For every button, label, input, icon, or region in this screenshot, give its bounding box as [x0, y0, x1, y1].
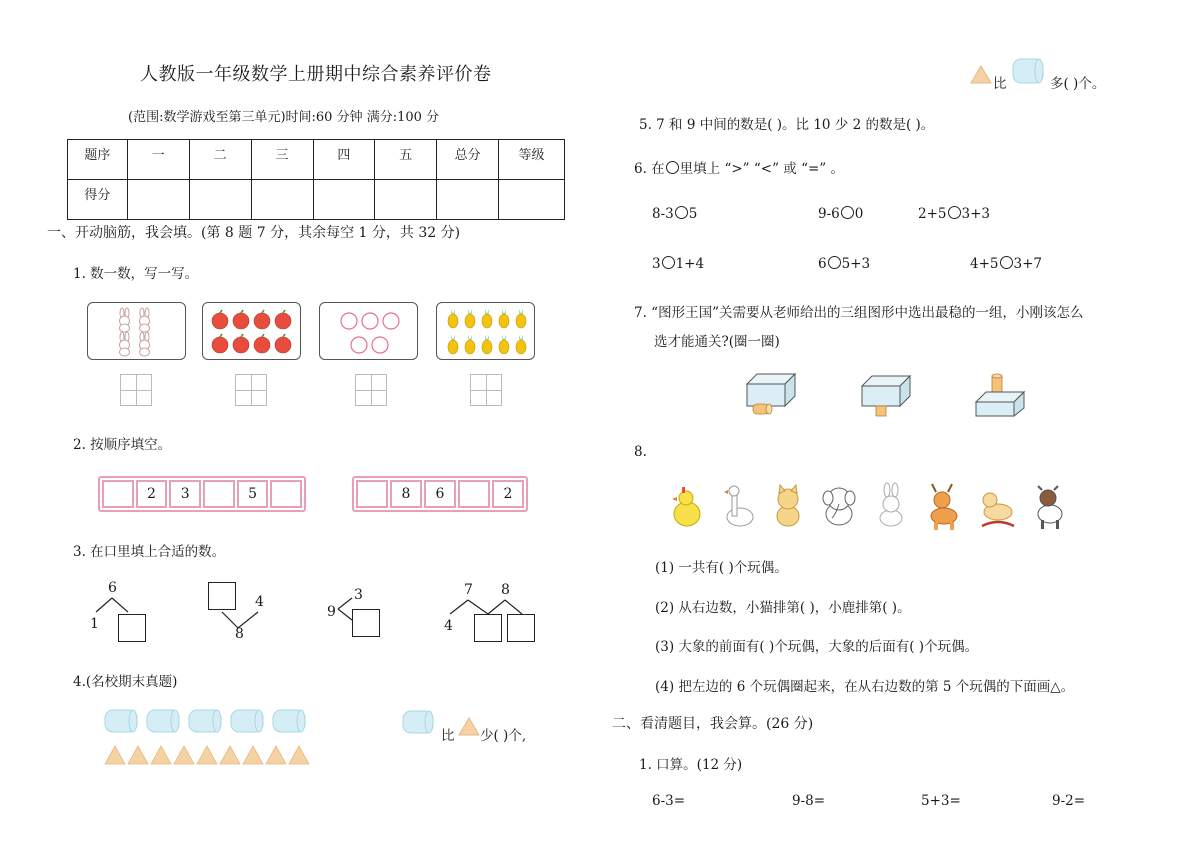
- score-cell[interactable]: [127, 180, 189, 220]
- compare-item[interactable]: [652, 256, 704, 272]
- deer-icon: [931, 484, 957, 530]
- goose-icon: [724, 486, 753, 526]
- decomp2-answer-box[interactable]: [208, 582, 236, 610]
- decomp1-answer-box[interactable]: [118, 614, 146, 642]
- sequence-cell: 8: [390, 480, 422, 508]
- page-title: 人教版一年级数学上册期中综合素养评价卷: [140, 64, 492, 85]
- sequence-bar-1: [98, 476, 306, 512]
- q6-text: [634, 157, 844, 177]
- answer-grid-4[interactable]: [470, 374, 502, 406]
- pineapples-picture: [436, 302, 535, 360]
- sequence-cell[interactable]: [458, 480, 490, 508]
- elephant-icon: [823, 488, 855, 525]
- apples-picture: [202, 302, 301, 360]
- circles-picture: [319, 302, 418, 360]
- compare-right: 5+3: [841, 256, 871, 272]
- sequence-cell[interactable]: [356, 480, 388, 508]
- q3-text: 3. 在口里填上合适的数。: [73, 544, 226, 560]
- mental-math-item[interactable]: 6-3=: [652, 793, 686, 809]
- sequence-cell[interactable]: [102, 480, 134, 508]
- decomp1-left: 1: [90, 616, 99, 632]
- sequence-cell: 2: [492, 480, 524, 508]
- sequence-cell: 2: [136, 480, 168, 508]
- decomp3-left: 9: [327, 604, 336, 620]
- circle-icon: [320, 303, 419, 361]
- triangle-icon: [970, 65, 992, 85]
- score-table: [67, 139, 565, 220]
- q4-line2-answer: 多( )个。: [1050, 76, 1106, 92]
- compare-left: 9-6: [818, 206, 840, 222]
- compare-item[interactable]: [818, 206, 863, 222]
- score-header-cell: 五: [375, 140, 437, 180]
- compare-circle[interactable]: [1000, 256, 1013, 269]
- sequence-cell: 6: [424, 480, 456, 508]
- sequence-cell: 5: [237, 480, 269, 508]
- decomp1-top: 6: [108, 580, 117, 596]
- triangle-icon: [458, 717, 480, 737]
- mental-math-item[interactable]: 9-8=: [792, 793, 826, 809]
- cylinder-icon: [401, 709, 437, 735]
- answer-grid-2[interactable]: [235, 374, 267, 406]
- score-cell[interactable]: [375, 180, 437, 220]
- decomp2-bottom: 8: [235, 626, 244, 642]
- q7-line1: 7. “图形王国”关需要从老师给出的三组图形中选出最稳的一组，小刚该怎么: [634, 305, 1084, 321]
- answer-grid-3[interactable]: [355, 374, 387, 406]
- horse-icon: [982, 493, 1014, 526]
- shape-group-cylinder-under-box-icon[interactable]: [745, 372, 797, 416]
- score-cell[interactable]: [437, 180, 499, 220]
- score-header-cell: 一: [127, 140, 189, 180]
- compare-circle[interactable]: [841, 206, 854, 219]
- decomp2-right: 4: [255, 594, 264, 610]
- compare-circle[interactable]: [662, 256, 675, 269]
- q4-line1-compare: 比: [441, 728, 455, 744]
- q8-sub2: (2) 从右边数，小猫排第( )，小鹿排第( )。: [655, 600, 911, 616]
- score-header-cell: 三: [251, 140, 313, 180]
- decomp4-answer-box-1[interactable]: [474, 614, 502, 642]
- q5-text: 5. 7 和 9 中间的数是( )。比 10 少 2 的数是( )。: [639, 117, 935, 133]
- compare-circle[interactable]: [675, 206, 688, 219]
- score-header-cell: 等级: [499, 140, 565, 180]
- compare-right: 3+3: [961, 206, 990, 222]
- q7-line2: 选才能通关?(圈一圈): [654, 334, 780, 350]
- decomp4-top2: 8: [501, 582, 510, 598]
- section1-heading: 一、开动脑筋，我会填。(第 8 题 7 分，其余每空 1 分，共 32 分): [47, 225, 461, 241]
- shape-group-cylinder-on-box-icon[interactable]: [974, 374, 1026, 418]
- goat-icon: [1038, 486, 1062, 529]
- mental-math-item[interactable]: 5+3=: [921, 793, 961, 809]
- score-cell[interactable]: [313, 180, 375, 220]
- compare-item[interactable]: [652, 206, 697, 222]
- compare-left: 4+5: [970, 256, 999, 272]
- q4-text: 4.(名校期末真题): [73, 674, 178, 690]
- rabbit-icon: [88, 303, 187, 361]
- chick-icon: [672, 487, 700, 526]
- score-cell[interactable]: [189, 180, 251, 220]
- q8-sub1: (1) 一共有( )个玩偶。: [655, 560, 788, 576]
- cat-icon: [777, 485, 799, 526]
- decomp3-answer-box[interactable]: [352, 609, 380, 637]
- decomp4-answer-box-2[interactable]: [507, 614, 535, 642]
- mental-math-item[interactable]: 9-2=: [1052, 793, 1086, 809]
- q8-label: 8.: [634, 444, 647, 460]
- q4-line2-compare: 比: [993, 76, 1007, 92]
- shape-group-cylinder-stand-icon[interactable]: [860, 374, 912, 418]
- score-header-cell: 题序: [68, 140, 128, 180]
- compare-circle[interactable]: [948, 206, 961, 219]
- decomp4-left: 4: [444, 618, 453, 634]
- q2-text: 2. 按顺序填空。: [73, 437, 172, 453]
- score-cell[interactable]: [251, 180, 313, 220]
- rabbit-icon: [880, 483, 902, 526]
- score-cell[interactable]: [499, 180, 565, 220]
- decomp3-top: 3: [354, 587, 363, 603]
- rabbits-picture: [87, 302, 186, 360]
- compare-circle[interactable]: [828, 256, 841, 269]
- q6-text-pre: 6. 在: [634, 161, 665, 177]
- sequence-cell: 3: [169, 480, 201, 508]
- pineapple-icon: [437, 303, 536, 361]
- s2-q1-text: 1. 口算。(12 分): [639, 757, 743, 773]
- decomp1-lines: [94, 596, 134, 616]
- compare-right: 1+4: [675, 256, 705, 272]
- q6-text-post: 里填上 “>” “<” 或 “=” 。: [679, 161, 844, 177]
- compare-right: 0: [854, 206, 864, 222]
- score-header-cell: 四: [313, 140, 375, 180]
- compare-item[interactable]: [970, 256, 1042, 272]
- score-table-header-row: [68, 140, 565, 180]
- score-row-label: 得分: [68, 180, 128, 220]
- score-header-cell: 总分: [437, 140, 499, 180]
- compare-item[interactable]: [918, 206, 990, 222]
- compare-left: 6: [818, 256, 827, 272]
- section2-heading: 二、看清题目，我会算。(26 分): [612, 716, 814, 732]
- q4-line1-answer: 少( )个,: [480, 728, 527, 744]
- decomp4-top1: 7: [464, 582, 473, 598]
- apple-icon: [203, 303, 302, 361]
- compare-left: 2+5: [918, 206, 947, 222]
- compare-item[interactable]: [818, 256, 870, 272]
- cylinder-icon: [1011, 57, 1047, 85]
- compare-right: 5: [688, 206, 698, 222]
- compare-left: 3: [652, 256, 661, 272]
- toys-row-picture: [672, 484, 1072, 532]
- sequence-bar-2: [352, 476, 528, 512]
- q8-sub4: (4) 把左边的 6 个玩偶圈起来，在从右边数的第 5 个玩偶的下面画△。: [655, 679, 1075, 695]
- sequence-cell[interactable]: [203, 480, 235, 508]
- circle-icon: [666, 161, 679, 174]
- page-subtitle: (范围:数学游戏至第三单元)时间:60 分钟 满分:100 分: [128, 110, 440, 125]
- score-header-cell: 二: [189, 140, 251, 180]
- compare-left: 8-3: [652, 206, 674, 222]
- score-table-score-row: [68, 180, 565, 220]
- answer-grid-1[interactable]: [120, 374, 152, 406]
- cylinders-and-triangles-picture: [103, 708, 313, 768]
- sequence-cell[interactable]: [270, 480, 302, 508]
- q8-sub3: (3) 大象的前面有( )个玩偶，大象的后面有( )个玩偶。: [655, 639, 979, 655]
- compare-right: 3+7: [1013, 256, 1042, 272]
- q1-text: 1. 数一数，写一写。: [73, 266, 199, 282]
